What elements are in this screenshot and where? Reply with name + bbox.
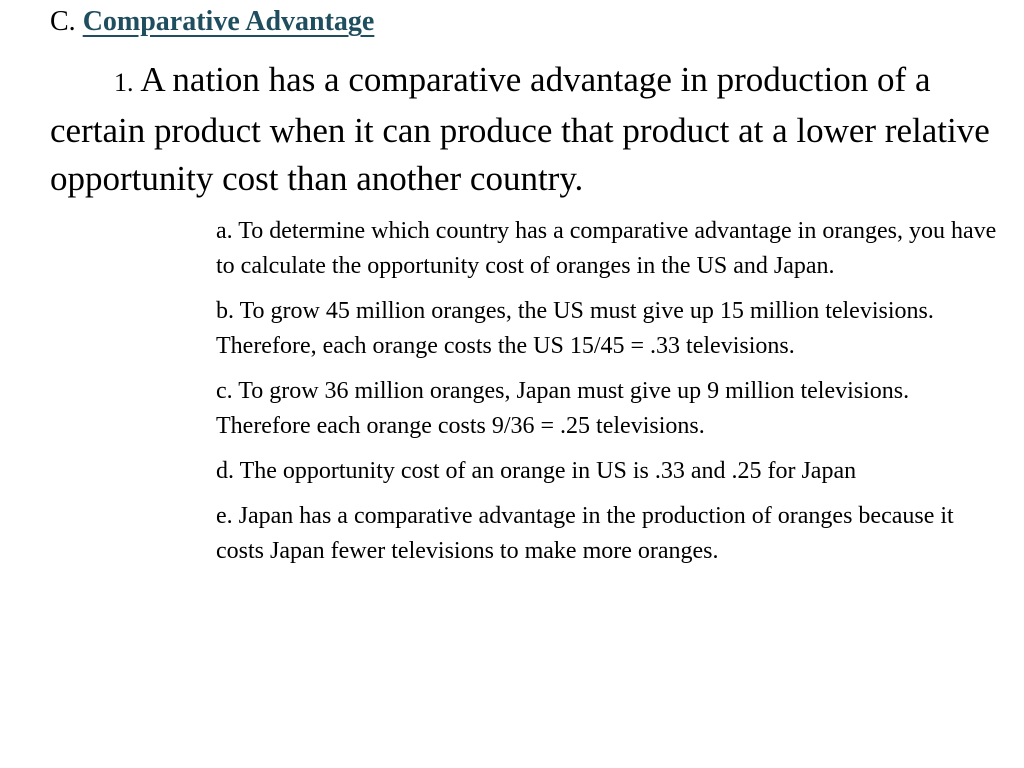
explanation-points	[216, 214, 1006, 579]
point-c: c. To grow 36 million oranges, Japan must give up 9 million televisions. Therefore each orange costs 9/36 = .25 televisions.	[216, 378, 910, 439]
point-d: d. The opportunity cost of an orange in US is .33 and .25 for Japan	[216, 458, 857, 484]
point-e: e. Japan has a comparative advantage in the production of oranges because it costs Japan fewer televisions to make more oranges.	[216, 503, 954, 564]
definition-text: A nation has a comparative advantage in production of a certain product when it can produce that product at a lower relative opportunity cost than another country.	[50, 60, 990, 198]
definition-paragraph	[50, 56, 1015, 203]
section-letter: C.	[50, 6, 76, 37]
section-heading	[50, 4, 374, 40]
point-a: a. To determine which country has a comparative advantage in oranges, you have to calculate the opportunity cost of oranges in the US and Japan.	[216, 218, 997, 279]
section-title-link[interactable]: Comparative Advantage	[82, 6, 375, 37]
point-b: b. To grow 45 million oranges, the US must give up 15 million televisions. Therefore, each orange costs the US 15/45 = .33 televisions.	[216, 298, 934, 359]
definition-number: 1.	[114, 68, 134, 97]
